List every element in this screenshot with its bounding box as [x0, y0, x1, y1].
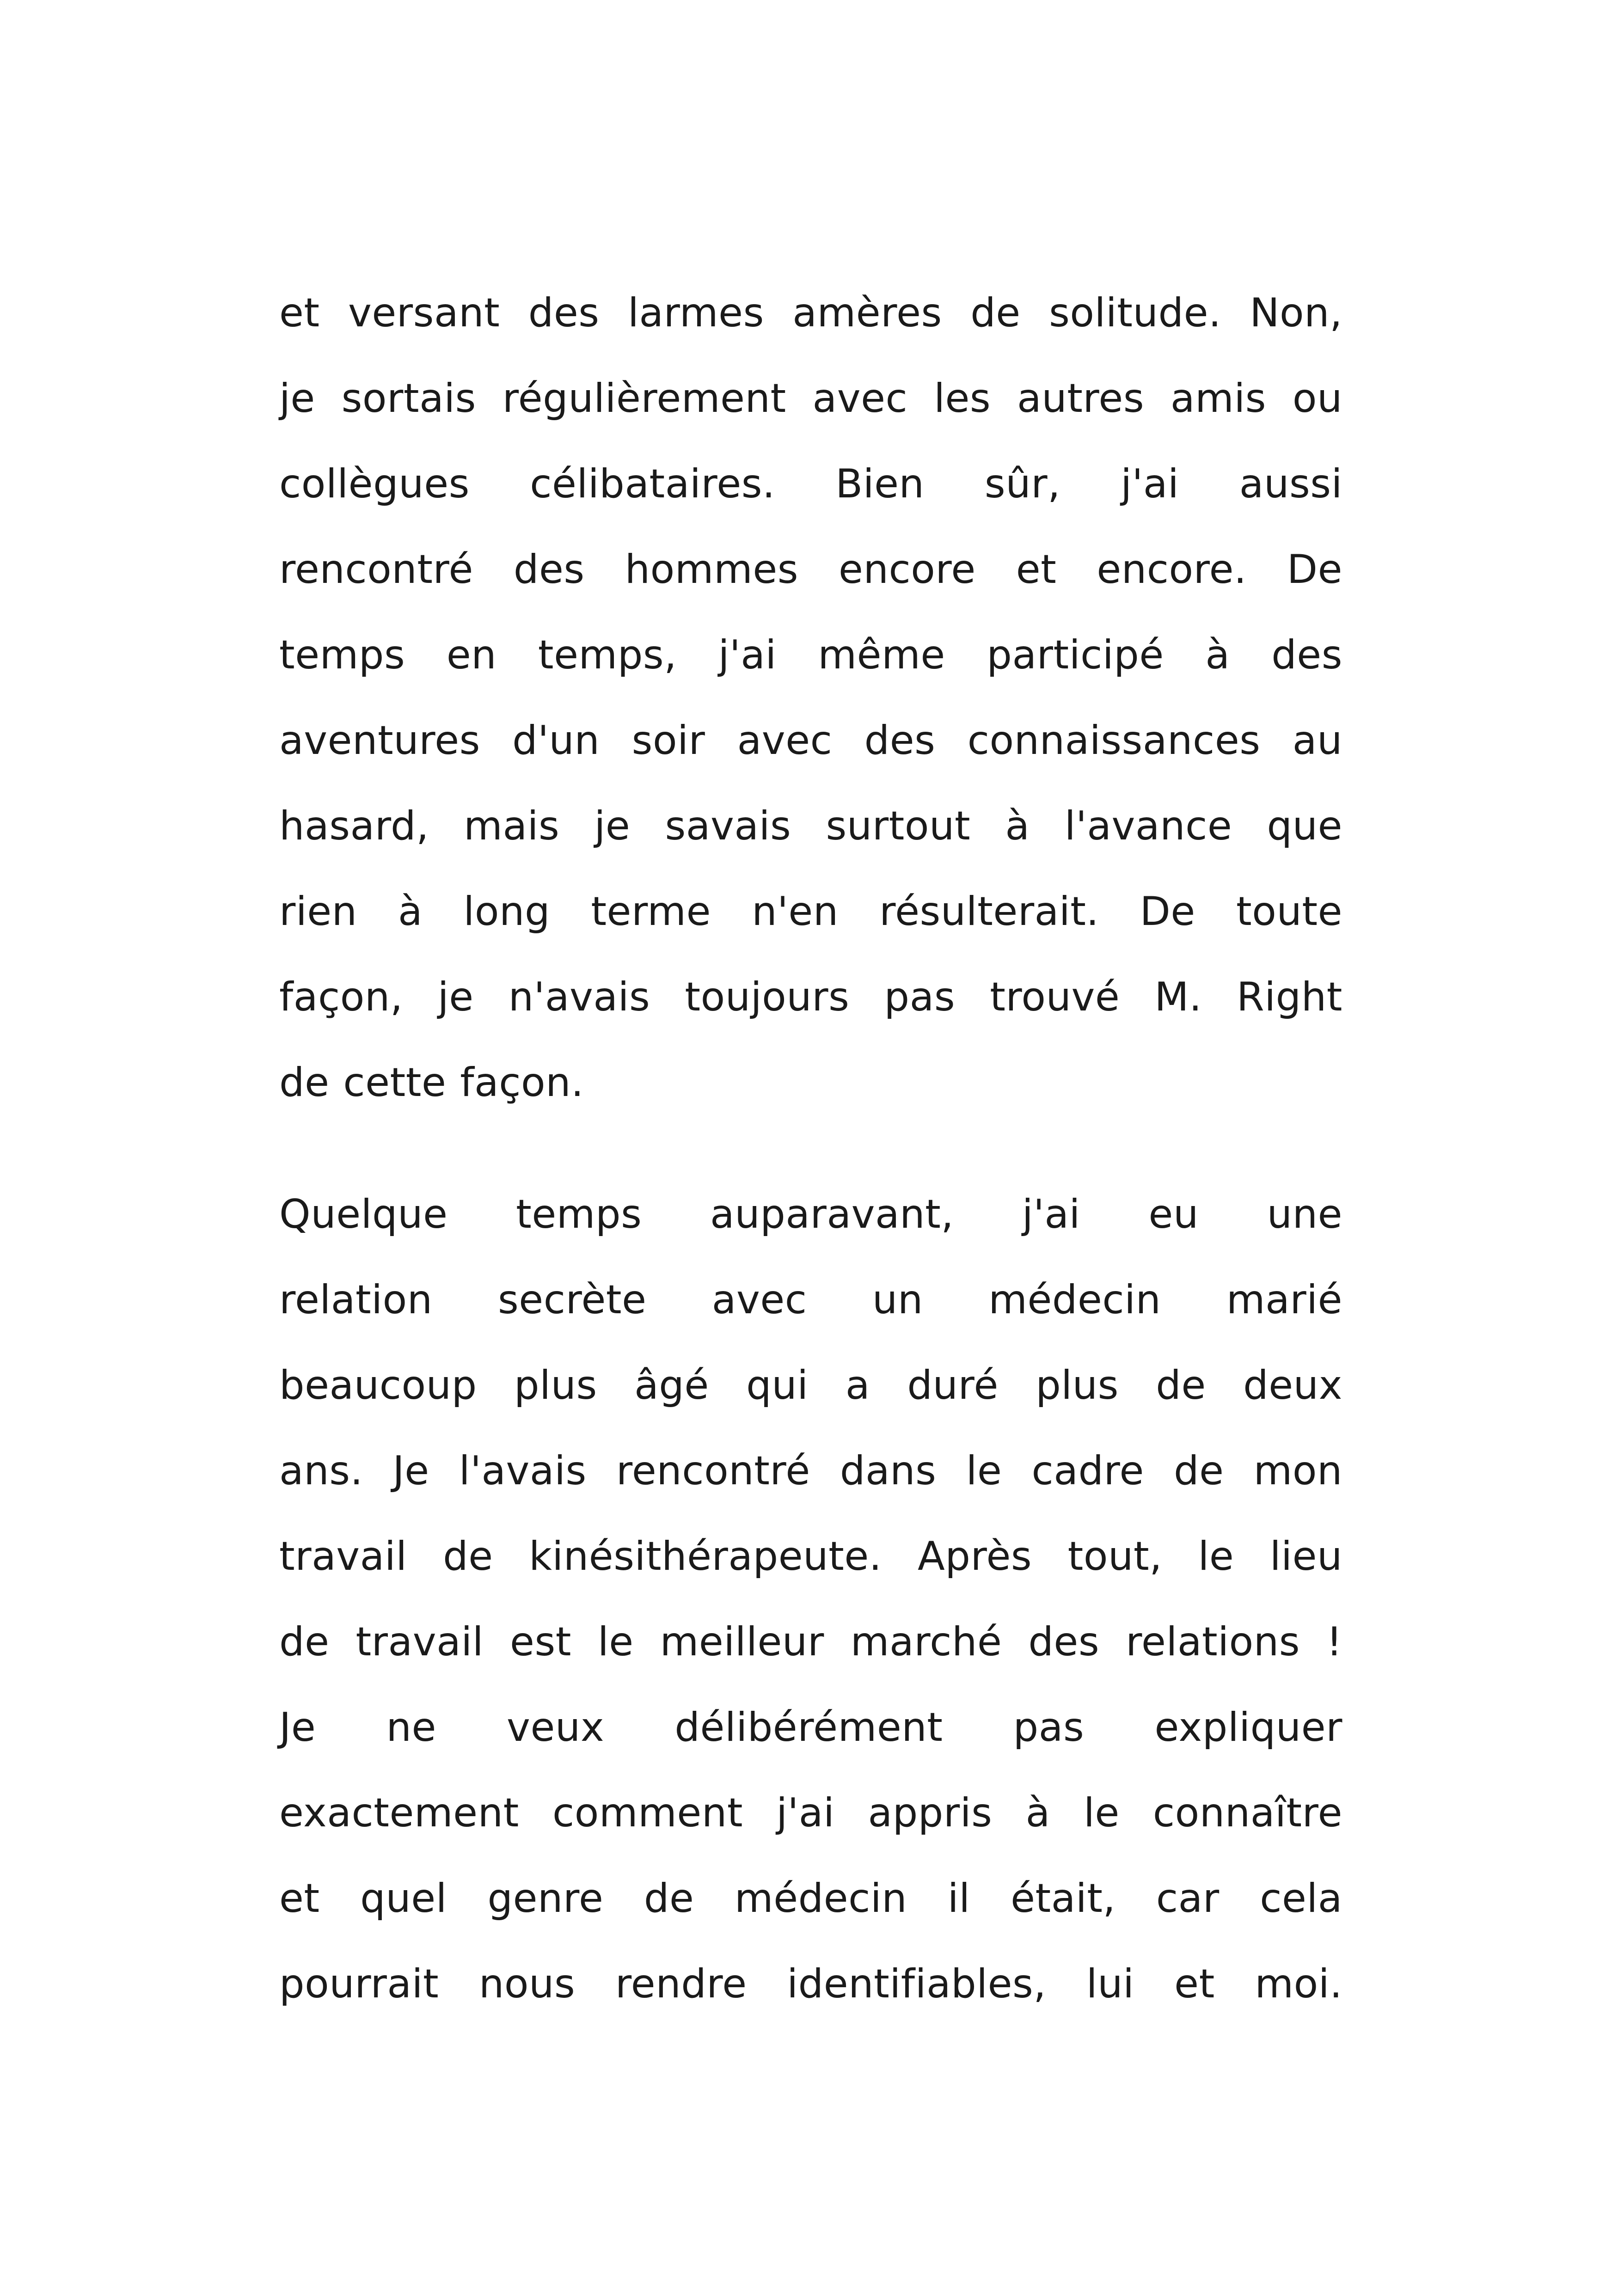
text-line: pourrait nous rendre identifiables, lui et moi. — [279, 1961, 1342, 2007]
text-line: Je ne veux délibérément pas expliquer — [279, 1704, 1342, 1751]
text-line: façon, je n'avais toujours pas trouvé M. Right — [279, 974, 1342, 1020]
text-line: beaucoup plus âgé qui a duré plus de deux — [279, 1362, 1342, 1408]
text-line: de cette façon. — [279, 1059, 584, 1106]
text-line: exactement comment j'ai appris à le connaître — [279, 1790, 1342, 1836]
text-line: travail de kinésithérapeute. Après tout, le lieu — [279, 1533, 1342, 1580]
text-line: temps en temps, j'ai même participé à des — [279, 632, 1342, 678]
text-line: et quel genre de médecin il était, car cela — [279, 1875, 1342, 1922]
text-line: hasard, mais je savais surtout à l'avance que — [279, 803, 1342, 849]
text-line: Quelque temps auparavant, j'ai eu une — [279, 1191, 1342, 1237]
text-line: et versant des larmes amères de solitude. Non, — [279, 290, 1342, 336]
text-line: rencontré des hommes encore et encore. De — [279, 546, 1342, 593]
paragraph-2 — [279, 1172, 1342, 2027]
text-line: ans. Je l'avais rencontré dans le cadre de mon — [279, 1448, 1342, 1494]
text-line: rien à long terme n'en résulterait. De toute — [279, 888, 1342, 935]
text-line: de travail est le meilleur marché des relations ! — [279, 1619, 1342, 1665]
text-line: aventures d'un soir avec des connaissances au — [279, 717, 1342, 764]
text-line: relation secrète avec un médecin marié — [279, 1277, 1342, 1323]
text-line: je sortais régulièrement avec les autres amis ou — [279, 375, 1342, 422]
text-line: collègues célibataires. Bien sûr, j'ai aussi — [279, 461, 1342, 507]
paragraph-1 — [279, 270, 1342, 1126]
